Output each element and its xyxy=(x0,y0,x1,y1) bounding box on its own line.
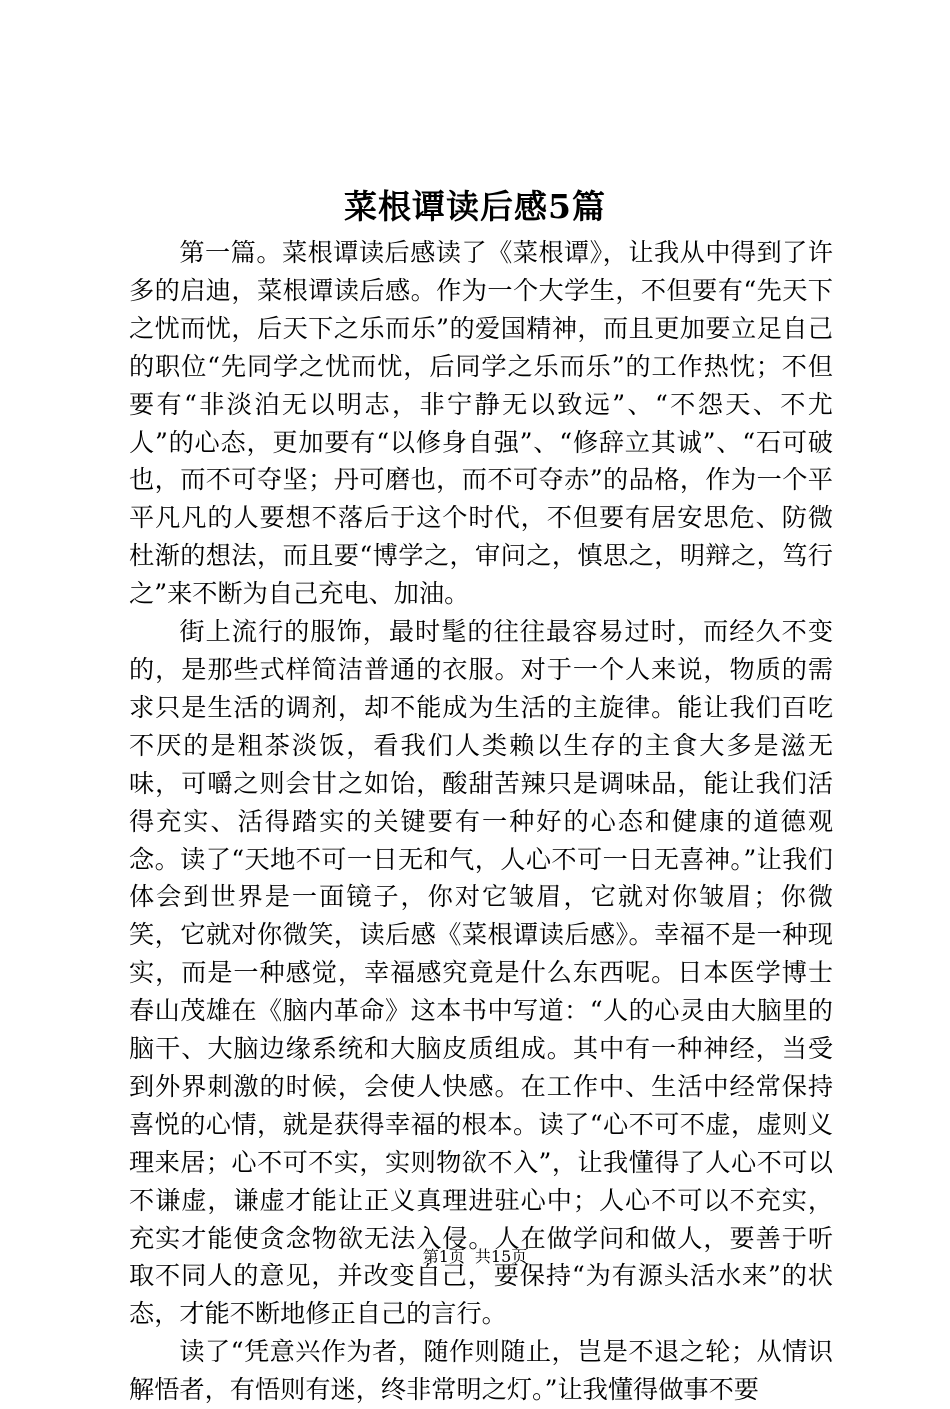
page-number: 第1页 xyxy=(422,1247,465,1266)
document-body xyxy=(129,234,833,1409)
paragraph-3: 读了“凭意兴作为者，随作则随止，岂是不退之轮；从情识解悟者，有悟则有迷，终非常明之灯。”让我懂得做事不要 xyxy=(129,1337,833,1405)
paragraph-1: 第一篇。菜根谭读后感读了《菜根谭》，让我从中得到了许多的启迪，菜根谭读后感。作为一个大学生，不但要有“先天下之忧而忧，后天下之乐而乐”的爱国精神，而且更加要立足自己的职位“先同学之忧而忧，后同学之乐而乐”的工作热忱；不但要有“非淡泊无以明志，非宁静无以致远”、“不怨天、不尤人”的心态，更加要有“以修身自强”、“修辞立其诚”、“石可破也，而不可夺坚；丹可磨也，而不可夺赤”的品格，作为一个平平凡凡的人要想不落后于这个时代，不但要有居安思危、防微杜渐的想法，而且要“博学之，审问之，慎思之，明辩之，笃行之”来不断为自己充电、加油。 xyxy=(129,238,833,609)
document-title: 菜根谭读后感5篇 xyxy=(344,187,606,226)
paragraph-2: 街上流行的服饰，最时髦的往往最容易过时，而经久不变的，是那些式样简洁普通的衣服。对于一个人来说，物质的需求只是生活的调剂，却不能成为生活的主旋律。能让我们百吃不厌的是粗茶淡饭，看我们人类赖以生存的主食大多是滋无味，可嚼之则会甘之如饴，酸甜苦辣只是调味品，能让我们活得充实、活得踏实的关键要有一种好的心态和健康的道德观念。读了“天地不可一日无和气，人心不可一日无喜神。”让我们体会到世界是一面镜子，你对它皱眉，它就对你皱眉；你微笑，它就对你微笑，读后感《菜根谭读后感》。幸福不是一种现实，而是一种感觉，幸福感究竟是什么东西呢。日本医学博士春山茂雄在《脑内革命》这本书中写道：“人的心灵由大脑里的脑干、大脑边缘系统和大脑皮质组成。其中有一种神经，当受到外界刺激的时候，会使人快感。在工作中、生活中经常保持喜悦的心情，就是获得幸福的根本。读了“心不可不虚，虚则义理来居；心不可不实，实则物欲不入”，让我懂得了人心不可以不谦虚，谦虚才能让正义真理进驻心中；人心不可以不充实，充实才能使贪念物欲无法入侵。人在做学问和做人，要善于听取不同人的意见，并改变自己，要保持“为有源头活水来”的状态，才能不断地修正自己的言行。 xyxy=(129,617,833,1329)
page-footer xyxy=(0,1245,950,1269)
page-total: 共15页 xyxy=(474,1247,528,1266)
